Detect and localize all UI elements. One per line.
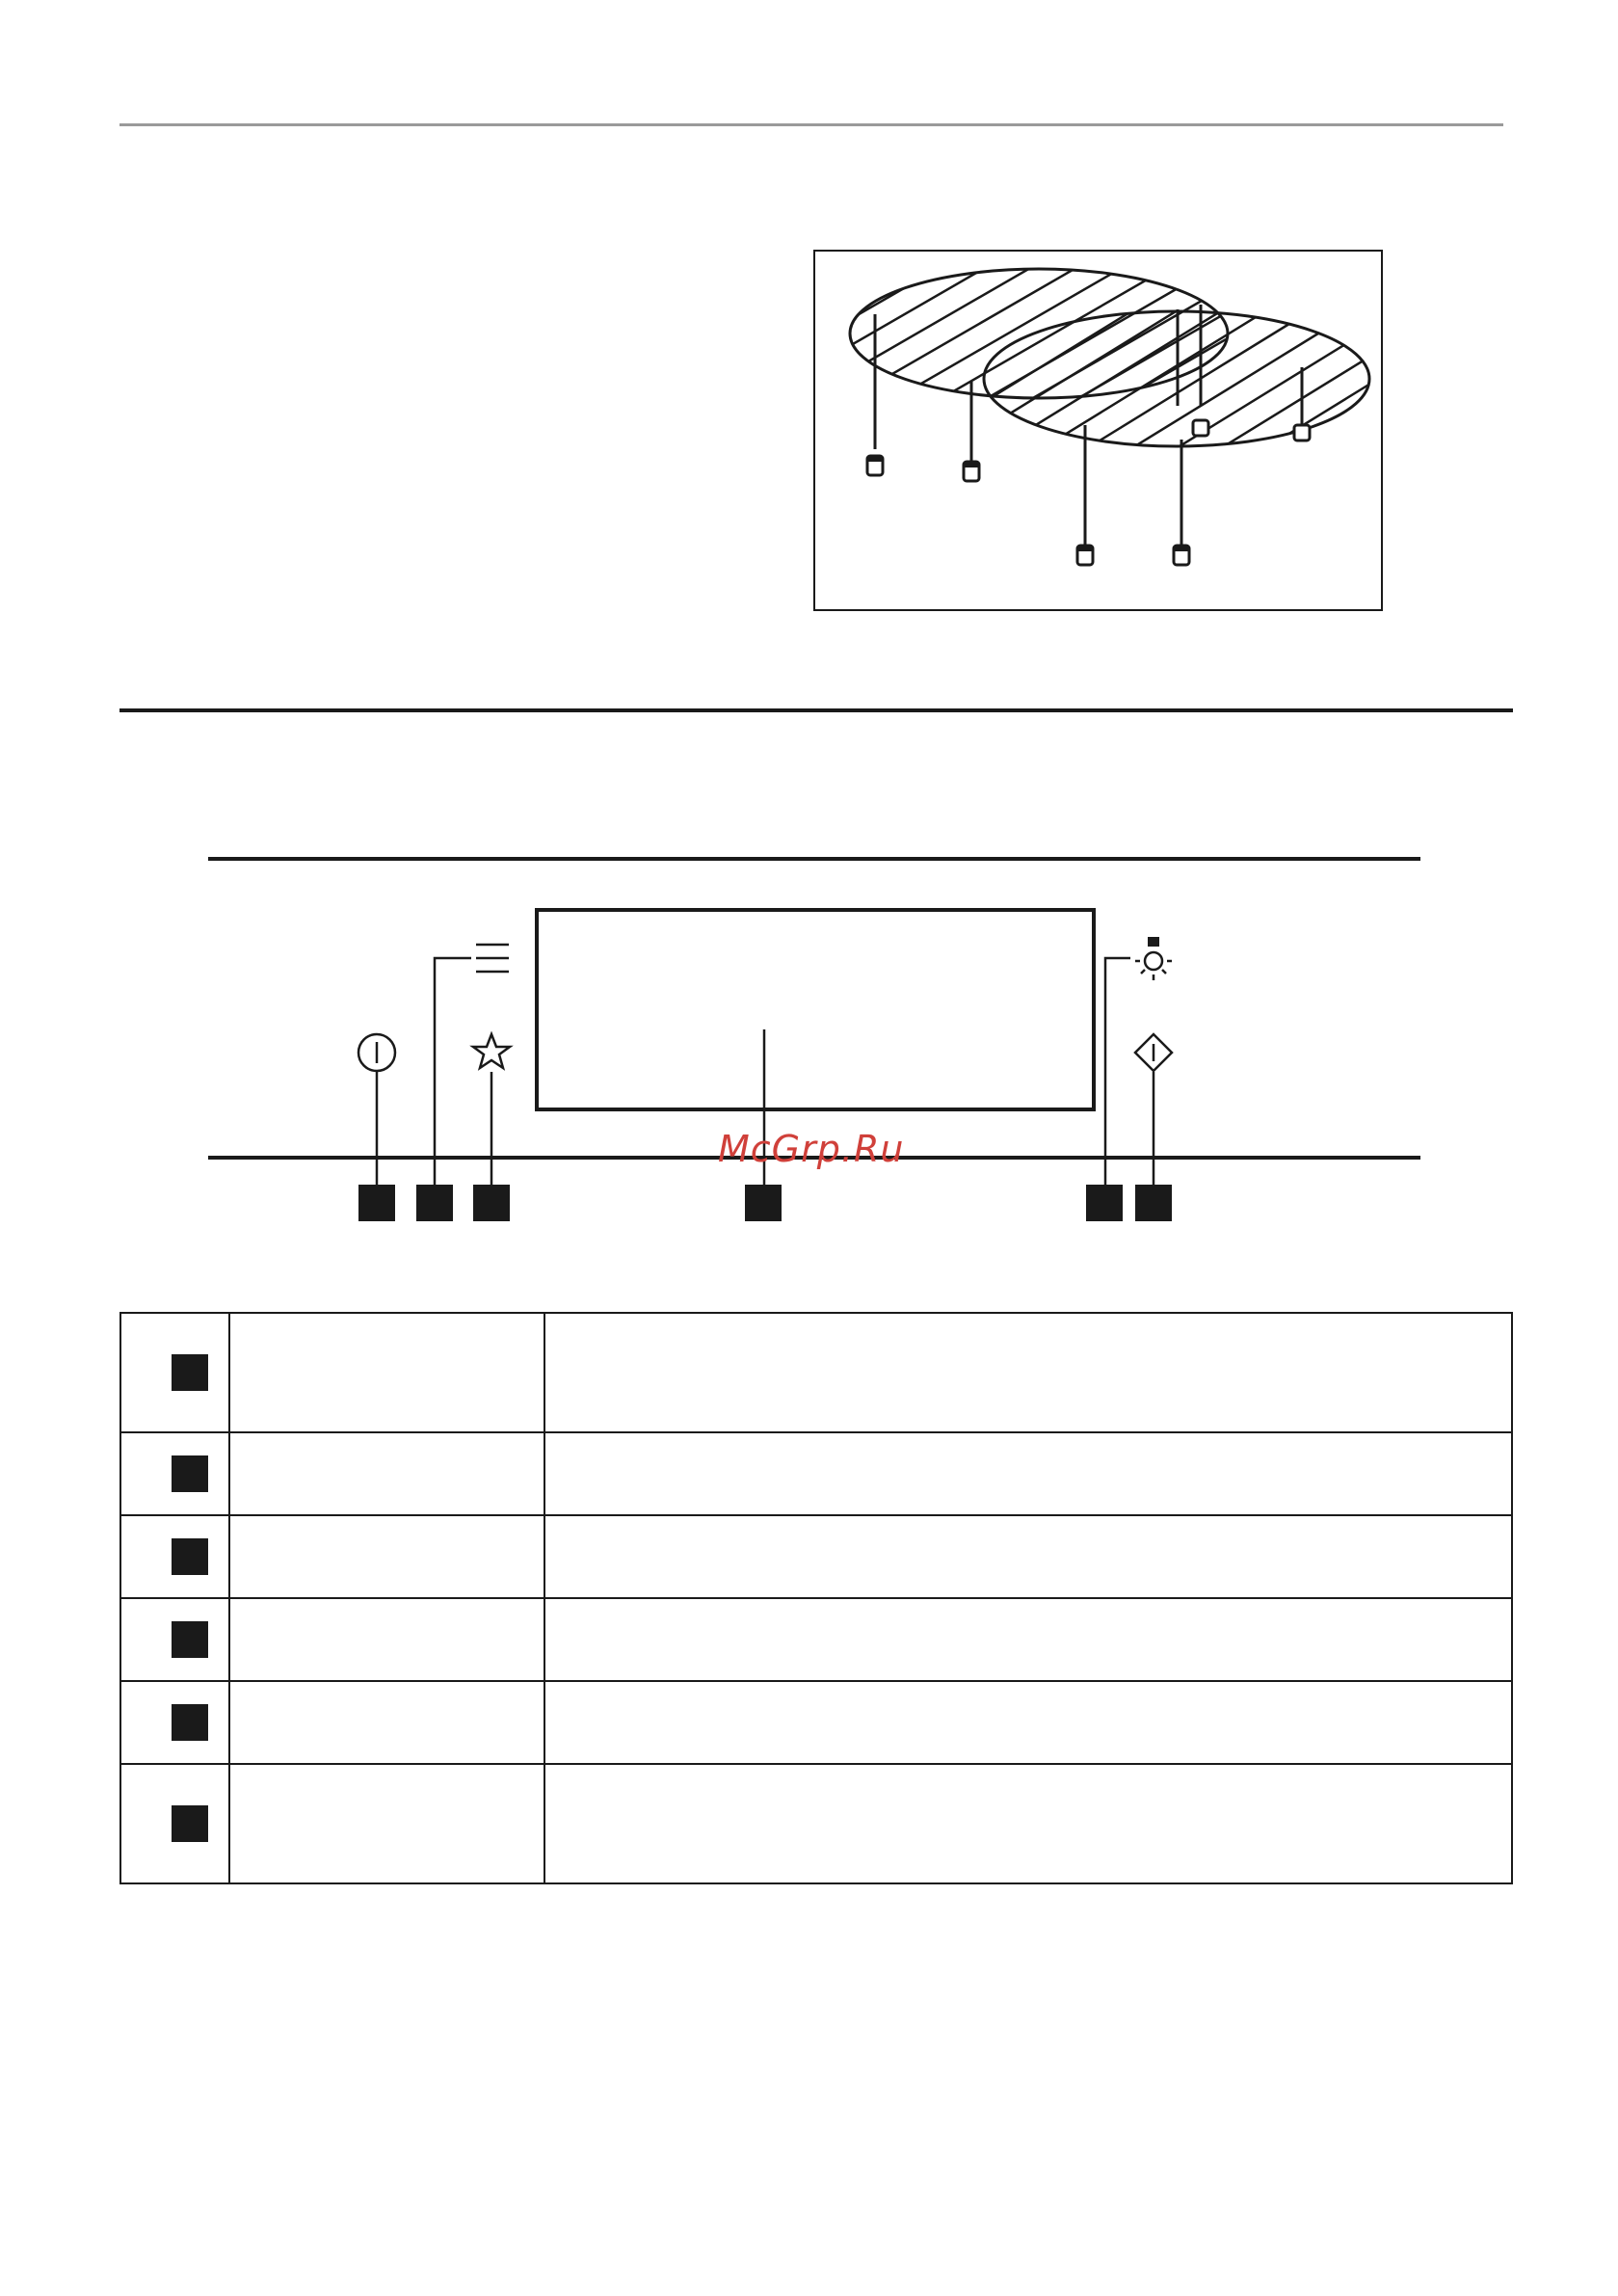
table-row — [120, 1432, 1512, 1515]
marker-4 — [745, 1185, 782, 1221]
table-row — [120, 1598, 1512, 1681]
row-marker — [172, 1621, 208, 1658]
row-marker — [172, 1704, 208, 1741]
marker-2 — [416, 1185, 453, 1221]
marker-6 — [1135, 1185, 1172, 1221]
marker-3 — [473, 1185, 510, 1221]
table-row — [120, 1764, 1512, 1883]
table-row — [120, 1681, 1512, 1764]
row-marker — [172, 1805, 208, 1842]
lamp-icon — [1135, 952, 1172, 980]
start-icon — [1135, 1034, 1172, 1071]
menu-icon — [476, 945, 509, 972]
power-icon — [358, 1034, 395, 1071]
legend-table — [119, 1312, 1513, 1884]
table-row — [120, 1515, 1512, 1598]
row-marker — [172, 1354, 208, 1391]
star-icon — [473, 1034, 510, 1068]
marker-1 — [358, 1185, 395, 1221]
row-marker — [172, 1538, 208, 1575]
table-row — [120, 1313, 1512, 1432]
marker-5 — [1086, 1185, 1123, 1221]
watermark: McGrp.Ru — [718, 1128, 905, 1170]
row-marker — [172, 1455, 208, 1492]
